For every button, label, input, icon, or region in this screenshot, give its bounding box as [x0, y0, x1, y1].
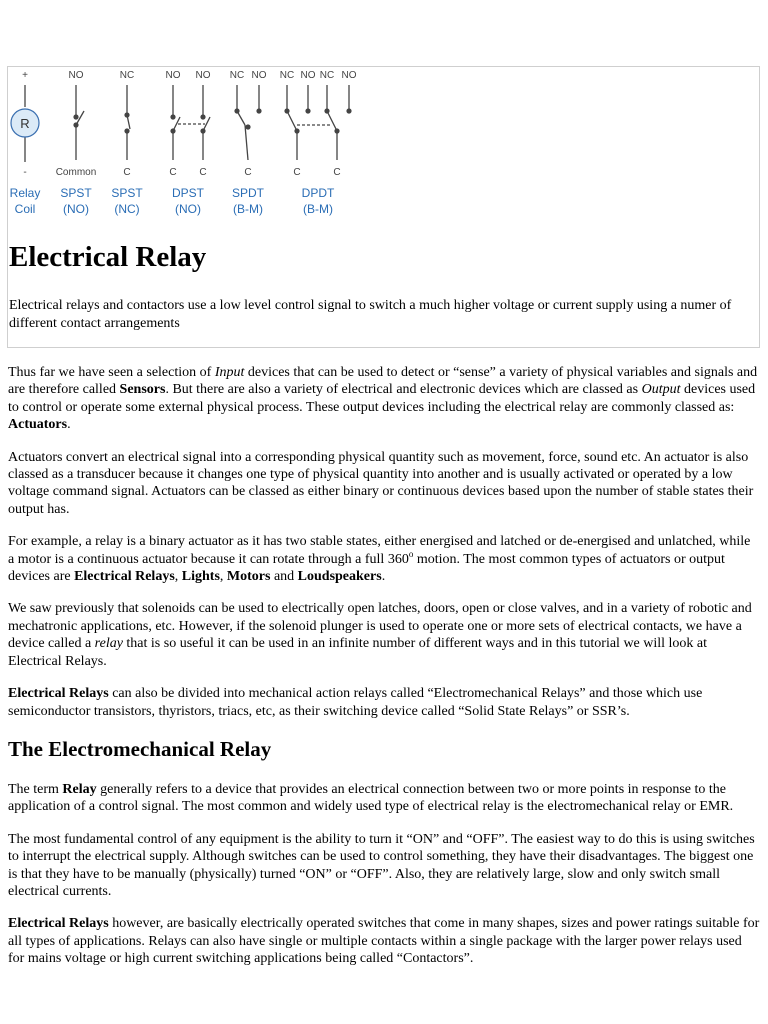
paragraph: For example, a relay is a binary actuator as it has two stable states, either energised and latched or de-energised and unlatched, while a motor is a continuous actuator because it can rotate through a full 360$^o$ motion. The most common types of actuators or output devices are Electrical Relays, Lights, Motors and Loudspeakers.: [8, 534, 751, 585]
caption-spdt: SPDT: [231, 186, 265, 200]
top-label: NO: [300, 70, 316, 81]
caption-spdt-2: (B-M): [233, 202, 263, 216]
top-label: NC: [319, 70, 335, 81]
top-label: NO: [68, 70, 84, 81]
caption-dpdt-2: (B-M): [303, 202, 333, 216]
paragraph: Electrical Relays can also be divided into mechanical action relays called “Electromechanical Relays” and those which use semiconductor transistors, thyristors, triacs, etc, as their switching device called “Solid State Relays” or SSR’s.: [8, 686, 703, 719]
paragraph: Electrical Relays however, are basically electrically operated switches that come in many shapes, sizes and power ratings suitable for all types of applications. Relays can also have single or multiple contacts within a single package with the larger power relays used for mains voltage or high current switching applications being called “Contactors”.: [8, 916, 760, 967]
paragraph: Actuators convert an electrical signal into a corresponding physical quantity such as movement, force, sound etc. An actuator is also classed as a transducer because it changes one type of physical quantity into another and is usually activated or operated by a low voltage command signal. Actuators can be classed as either binary or continuous devices based upon the number of stable states their output has.: [8, 449, 754, 517]
article-body: [8, 364, 760, 983]
bottom-label: C: [333, 167, 341, 178]
caption-spst-nc: SPST: [111, 186, 143, 200]
section-heading: The Electromechanical Relay: [8, 736, 272, 761]
page-title: Electrical Relay: [9, 241, 207, 273]
top-label: NO: [165, 70, 181, 81]
top-label: NO: [341, 70, 357, 81]
top-contact-labels: [22, 70, 357, 81]
bottom-label: C: [123, 167, 131, 178]
bottom-label: C: [199, 167, 207, 178]
diagram-captions: [10, 186, 335, 216]
caption-relay-coil: Relay: [9, 186, 41, 200]
top-label: NC: [279, 70, 295, 81]
caption-spst-no: SPST: [60, 186, 92, 200]
bottom-label: Common: [55, 167, 97, 178]
top-label: NC: [119, 70, 135, 81]
paragraph: The term Relay generally refers to a device that provides an electrical connection between two or more points in response to the application of a control signal. The most common and widely used type of electrical relay is the electromechanical relay or EMR.: [8, 781, 734, 815]
paragraph: Thus far we have seen a selection of Input devices that can be used to detect or “sense” a variety of physical variables and signals and are therefore called Sensors. But there are also a variety of electrical and electronic devices which are classed as Output devices used to control or operate some external physical process. These output devices including the electrical relay are commonly classed as: Actuators.: [8, 365, 758, 433]
top-label: +: [22, 70, 28, 81]
top-label: NO: [251, 70, 267, 81]
paragraph: We saw previously that solenoids can be used to electrically open latches, doors, open or close valves, and in a variety of robotic and mechatronic applications, etc. However, if the solenoid plunger is used to operate one or more sets of electrical contacts, we have a device called a relay that is so useful it can be used in an infinite number of different ways and in this tutorial we will look at Electrical Relays.: [8, 601, 752, 669]
relay-contacts-diagram: [8, 67, 368, 227]
paragraph: The most fundamental control of any equipment is the ability to turn it “ON” and “OFF”. The easiest way to do this is using switches to interrupt the electrical supply. Although switches can be used to control something, they have their disadvantages. The biggest one is that they have to be manually (physically) turned “ON” or “OFF”. Also, they are relatively large, slow and only switch small electrical currents.: [8, 831, 755, 899]
caption-spst-no-2: (NO): [63, 202, 89, 216]
caption-relay-coil-2: Coil: [14, 202, 36, 216]
caption-spst-nc-2: (NC): [114, 202, 140, 216]
diagram-lines: [25, 85, 349, 162]
bottom-label: C: [244, 167, 252, 178]
contact-dots: [73, 108, 351, 133]
bottom-label: -: [23, 167, 27, 178]
top-label: NC: [229, 70, 245, 81]
article-summary: Electrical relays and contactors use a low level control signal to switch a much higher voltage or current supply using a numer of different contact arrangements: [9, 298, 732, 331]
coil-label: R: [20, 116, 30, 131]
article-header: [7, 66, 760, 348]
top-label: NO: [195, 70, 211, 81]
caption-dpst-no-2: (NO): [175, 202, 201, 216]
bottom-label: C: [293, 167, 301, 178]
caption-dpst-no: DPST: [171, 186, 205, 200]
caption-dpdt: DPDT: [301, 186, 335, 200]
bottom-contact-labels: [23, 167, 340, 178]
bottom-label: C: [169, 167, 177, 178]
